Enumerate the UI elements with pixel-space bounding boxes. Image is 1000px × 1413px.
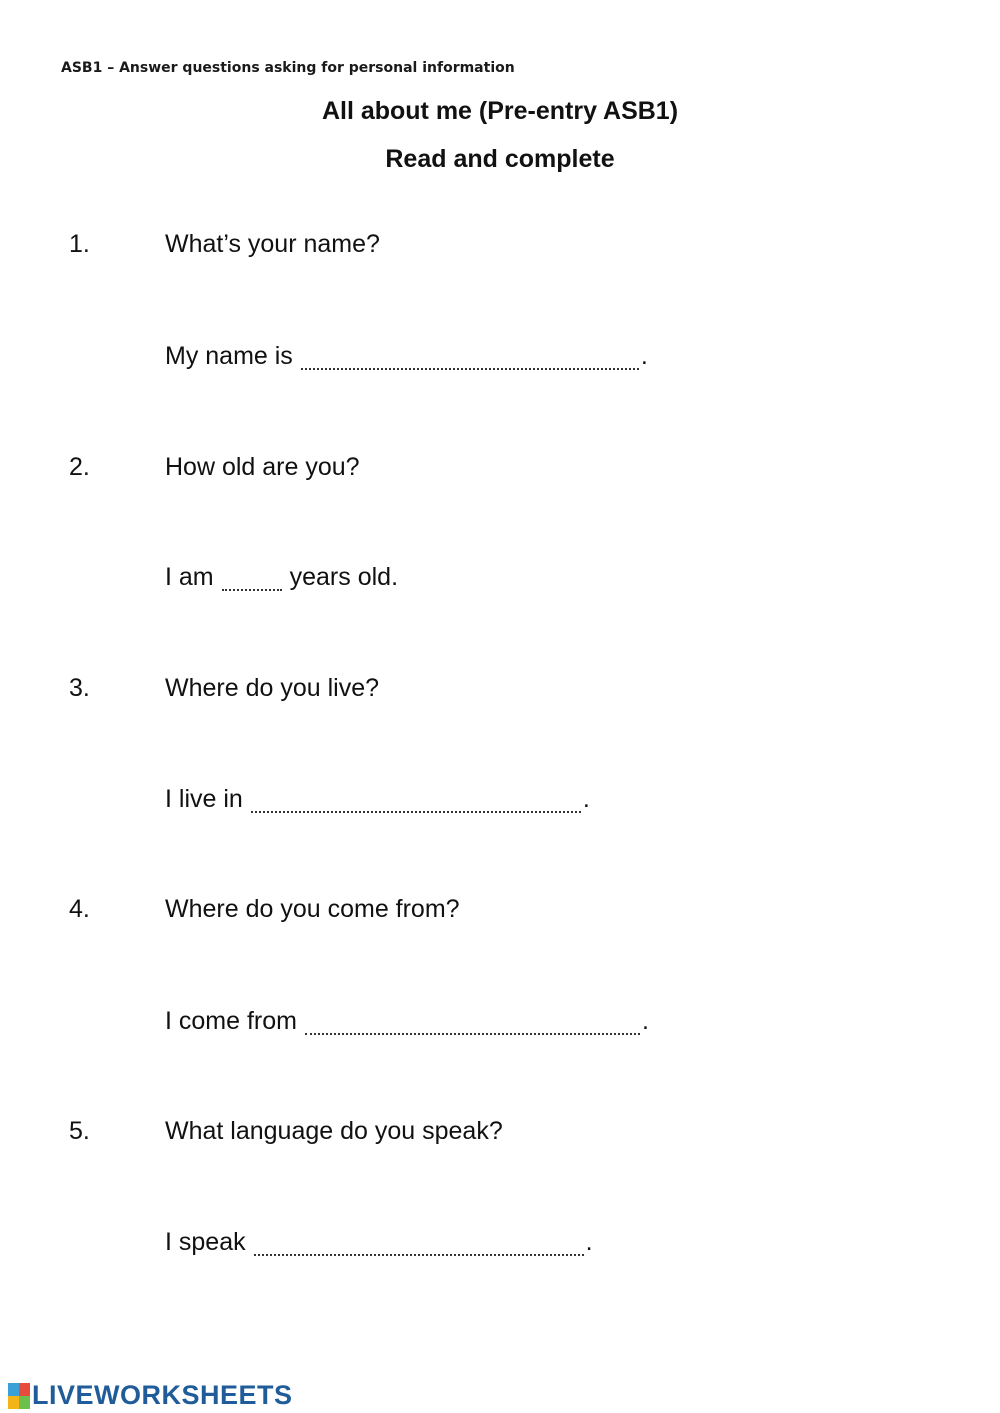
question-text: What’s your name? [165, 230, 380, 258]
question-number: 4. [69, 895, 90, 923]
answer-line [165, 1007, 649, 1036]
answer-line [165, 1228, 593, 1257]
live-in-blank-field[interactable] [251, 793, 581, 813]
question-number: 2. [69, 453, 90, 481]
question-number: 1. [69, 230, 90, 258]
answer-line [165, 785, 590, 814]
name-blank-field[interactable] [301, 350, 639, 370]
answer-line [165, 342, 648, 371]
liveworksheets-logo-icon [8, 1383, 30, 1409]
answer-suffix: . [582, 785, 590, 813]
question-text: Where do you come from? [165, 895, 460, 923]
question-text: How old are you? [165, 453, 360, 481]
header-note: ASB1 – Answer questions asking for personal information [61, 60, 515, 76]
answer-prefix: My name is [165, 342, 293, 370]
answer-suffix: . [585, 1228, 593, 1256]
answer-prefix: I am [165, 563, 214, 591]
page-title: All about me (Pre-entry ASB1) [321, 97, 679, 125]
question-text: Where do you live? [165, 674, 380, 702]
answer-suffix: . [641, 1007, 649, 1035]
answer-suffix: . [640, 342, 648, 370]
answer-prefix: I speak [165, 1228, 246, 1256]
age-blank-field[interactable] [222, 571, 282, 591]
page-subtitle: Read and complete [385, 145, 615, 173]
language-blank-field[interactable] [254, 1236, 584, 1256]
answer-suffix: years old. [289, 563, 399, 591]
come-from-blank-field[interactable] [305, 1015, 640, 1035]
question-number: 5. [69, 1117, 90, 1145]
question-text: What language do you speak? [165, 1117, 503, 1145]
answer-prefix: I come from [165, 1007, 297, 1035]
answer-prefix: I live in [165, 785, 243, 813]
answer-line [165, 563, 398, 592]
question-number: 3. [69, 674, 90, 702]
liveworksheets-logo [8, 1380, 293, 1411]
logo-text: LIVEWORKSHEETS [32, 1380, 293, 1410]
